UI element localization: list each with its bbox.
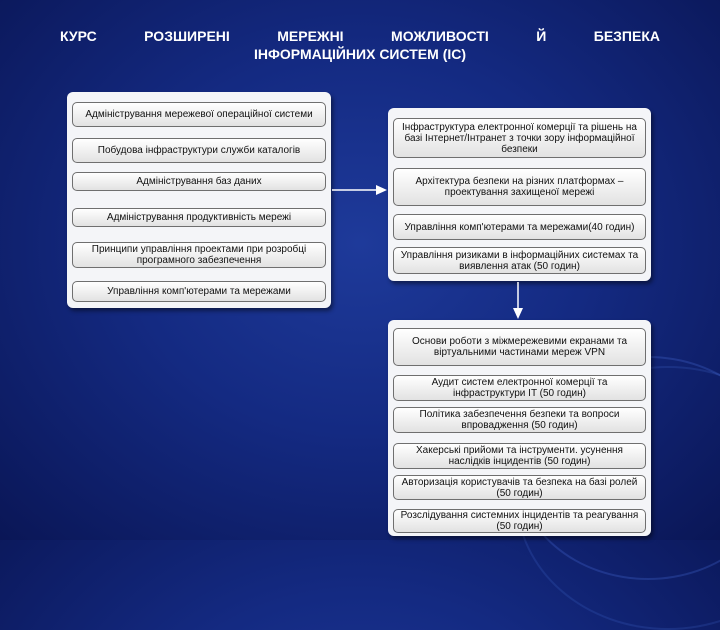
course-item: Політика забезпечення безпеки та вопроси впровадження (50 годин) [393,407,646,433]
course-item: Принципи управління проектами при розробці програмного забезпечення [72,242,326,268]
course-item: Розслідування системних інцидентів та реагування (50 годин) [393,509,646,533]
title-word: РОЗШИРЕНІ [144,28,230,44]
course-item: Управління комп'ютерами та мережами [72,281,326,302]
title-word: МЕРЕЖНІ [277,28,344,44]
course-item: Управління комп'ютерами та мережами(40 годин) [393,214,646,240]
title-word: КУРС [60,28,97,44]
course-item: Управління ризиками в інформаційних системах та виявлення атак (50 годин) [393,247,646,274]
course-item: Інфраструктура електронної комерції та рішень на базі Інтернет/Інтранет з точки зору інформаційної безпеки [393,118,646,158]
title-word: БЕЗПЕКА [593,28,660,44]
course-item: Хакерські прийоми та інструменти. усунення наслідків інцидентів (50 годин) [393,443,646,469]
course-item: Побудова інфраструктури служби каталогів [72,138,326,163]
down-arrow-icon [513,282,523,319]
course-item: Аудит систем електронної комерції та інфраструктури IT (50 годин) [393,375,646,401]
course-item: Основи роботи з міжмережевими екранами та віртуальними частинами мереж VPN [393,328,646,366]
course-item: Архітектура безпеки на різних платформах – проектування захищеної мережі [393,168,646,206]
course-item: Авторизація користувачів та безпека на базі ролей (50 годин) [393,475,646,500]
title-line-2: ІНФОРМАЦІЙНИХ СИСТЕМ (ІС) [253,46,467,62]
title-word: Й [536,28,547,44]
course-item: Адміністрування мережевої операційної системи [72,102,326,127]
course-item: Адміністрування баз даних [72,172,326,191]
title-word: МОЖЛИВОСТІ [391,28,489,44]
right-arrow-icon [332,185,387,195]
course-item: Адміністрування продуктивність мережі [72,208,326,227]
